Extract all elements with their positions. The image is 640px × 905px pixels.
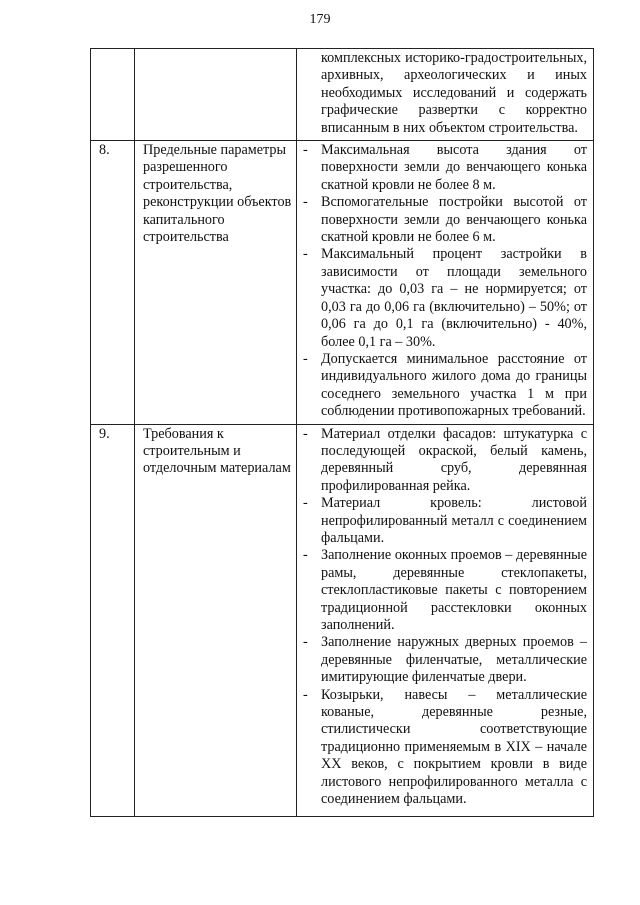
row-text-cell [297, 141, 594, 425]
list-item [303, 634, 587, 686]
row-text-cell [297, 49, 594, 141]
table-row [91, 424, 594, 817]
list-item-text: Допускается минимальное расстояние от индивидуального жилого дома до границы соседнего земельного участка 1 м при соблюдении противопожарных требований. [321, 350, 587, 420]
list-item [303, 426, 587, 496]
table-row [91, 49, 594, 141]
bullet-marker: - [303, 142, 308, 159]
bullet-marker: - [303, 547, 308, 564]
continuation-text: комплексных историко-градостроительных, архивных, археологических и иных необходимых исследований и содержать графические развертки с корректно вписанным в них объектом строительства. [321, 50, 587, 136]
row-name [143, 49, 292, 53]
row-name: Требования к строительным и отделочным материалам [143, 425, 291, 477]
list-item-text: Материал отделки фасадов: штукатурка с последующей окраской, белый камень, деревянный сруб, деревянная профилированная рейка. [321, 425, 587, 494]
list-item-text: Заполнение наружных дверных проемов – деревянные филенчатые, металлические имитирующие филенчатые двери. [321, 634, 587, 686]
row-number: 9. [99, 425, 110, 442]
row-text-cell [297, 424, 594, 817]
list-item [303, 687, 587, 809]
requirements-table [90, 48, 594, 817]
list-item [303, 547, 587, 634]
list-item [303, 194, 587, 246]
table-row [91, 141, 594, 425]
bullet-marker: - [303, 495, 308, 512]
row-name-cell [135, 141, 297, 425]
page-number: 179 [309, 12, 331, 27]
row-number: 8. [99, 142, 110, 159]
list-item [303, 351, 587, 421]
list-item-text: Козырьки, навесы – металлические кованые, деревянные резные, стилистически соответствующие традиционно применяемым в XIX – начале XX веков, с покрытием кровли в виде листового непрофилированного металла с соединением фальцами. [321, 686, 587, 808]
bullet-marker: - [303, 350, 308, 367]
bullet-marker: - [303, 194, 308, 211]
row-number-cell [91, 49, 135, 141]
row-name-cell [135, 424, 297, 817]
list-item-text: Заполнение оконных проемов – деревянные рамы, деревянные стеклопакеты, стеклопластиковые пакеты с повторением традиционной расстекловки оконных заполнений. [321, 547, 587, 633]
row-number-cell [91, 141, 135, 425]
list-item [303, 495, 587, 547]
row-number [99, 49, 134, 53]
list-item [303, 246, 587, 350]
bullet-marker: - [303, 634, 308, 651]
list-item-text: Вспомогательные постройки высотой от поверхности земли до венчающего конька скатной кровли не более 6 м. [321, 194, 587, 246]
list-item-text: Максимальная высота здания от поверхности земли до венчающего конька скатной кровли не более 8 м. [321, 142, 587, 193]
row-number-cell [91, 424, 135, 817]
list-item-text: Материал кровель: листовой непрофилированный металл с соединением фальцами. [321, 495, 587, 546]
row-name-cell [135, 49, 297, 141]
list-item-text: Максимальный процент застройки в зависимости от площади земельного участка: до 0,03 га – не нормируется; от 0,03 га до 0,06 га (включительно) – 50%; от 0,06 га до 0,1 га (включительно) - 40%, более 0,1 га – 30%. [321, 246, 587, 350]
bullet-marker: - [303, 246, 308, 263]
bullet-marker: - [303, 425, 308, 442]
bullet-marker: - [303, 686, 308, 703]
row-name: Предельные параметры разрешенного строительства, реконструкции объектов капитального строительства [143, 142, 292, 246]
list-item [303, 142, 587, 194]
